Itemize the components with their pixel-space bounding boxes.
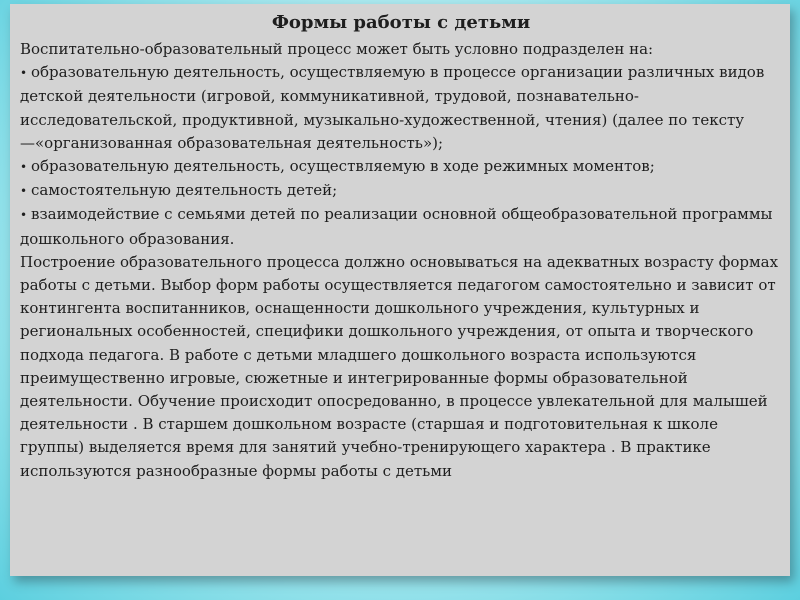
bullet-text: самостоятельную деятельность детей; [31, 181, 338, 200]
slide-title: Формы работы с детьми [271, 12, 531, 33]
bullet-icon: • [20, 208, 28, 223]
intro-text: Воспитательно-образовательный процесс может быть условно подразделен на: [20, 40, 654, 58]
bullet-icon: • [20, 66, 28, 81]
bullet-item [20, 61, 782, 155]
slide-panel [10, 4, 790, 576]
bullet-icon: • [20, 160, 28, 175]
bullet-text: образовательную деятельность, осуществляемую в ходе режимных моментов; [31, 157, 655, 176]
bullet-item [20, 179, 782, 203]
bullet-list [20, 61, 782, 251]
slide-body [20, 38, 782, 483]
bullet-text: образовательную деятельность, осуществляемую в процессе организации различных видов детской деятельности (игровой, коммуникативной, трудовой, познавательно-исследовательской, продуктивной, музыкально-художественной, чтения) (далее по тексту —«организованная образовательная деятельность»); [20, 63, 765, 152]
bullet-item [20, 155, 782, 179]
body-paragraph: Построение образовательного процесса должно основываться на адекватных возрасту формах работы с детьми. Выбор форм работы осуществляется педагогом самостоятельно и зависит от контингента воспитанников, оснащенности дошкольного учреждения, культурных и региональных особенностей, специфики дошкольного учреждения, от опыта и творческого подхода педагога. В работе с детьми младшего дошкольного возраста используются преимущественно игровые, сюжетные и интегрированные формы образовательной деятельности. Обучение происходит опосредованно, в процессе увлекательной для малышей деятельности . В старшем дошкольном возрасте (старшая и подготовительная к школе группы) выделяется время для занятий учебно-тренирующего характера . В практике используются разнообразные формы работы с детьми [20, 252, 779, 480]
bullet-item [20, 203, 782, 250]
bullet-icon: • [20, 184, 28, 199]
bullet-text: взаимодействие с семьями детей по реализации основной общеобразовательной программы дошкольного образования. [20, 205, 773, 248]
